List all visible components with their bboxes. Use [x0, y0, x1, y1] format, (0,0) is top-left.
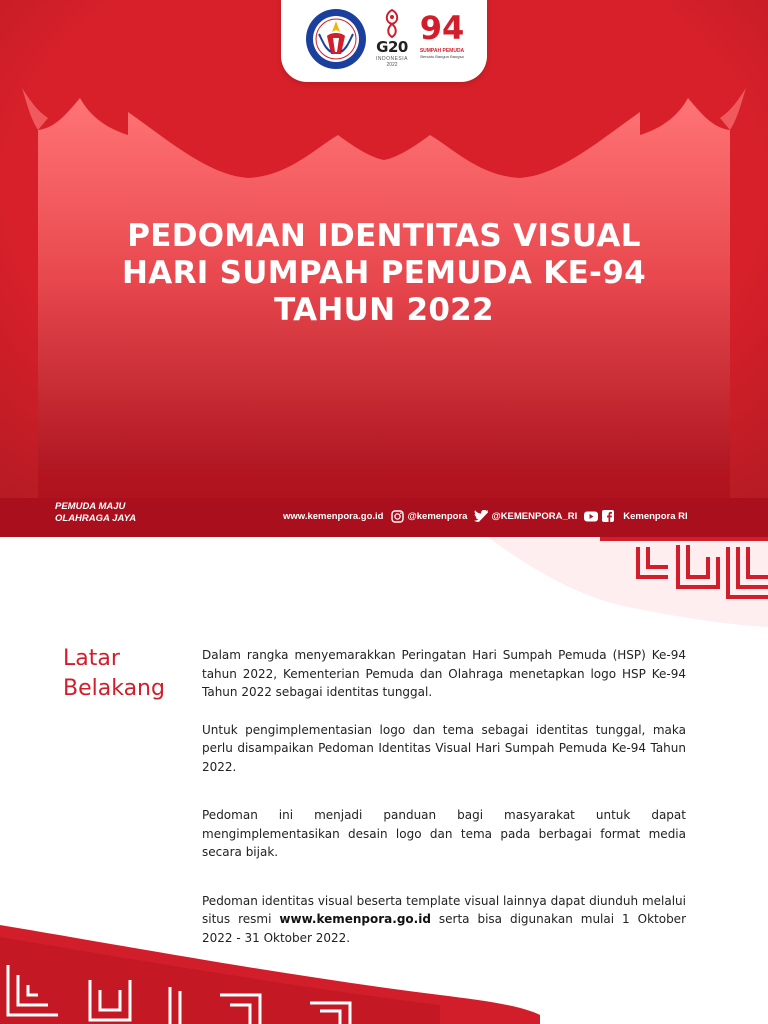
g20-year: 2022 — [386, 62, 398, 68]
title-line: PEDOMAN IDENTITAS VISUAL — [127, 218, 641, 254]
cover-title — [60, 218, 708, 329]
website-link[interactable]: www.kemenpora.go.id — [283, 510, 384, 522]
heading-line: Latar — [63, 646, 120, 671]
paragraph: Pedoman ini menjadi panduan bagi masyarakat untuk dapat mengimplementasikan desain logo dan tema pada berbagai format media secara bijak. — [202, 808, 686, 859]
paragraph-text: serta bisa digunakan mulai 1 Oktober 2022 - 31 Oktober 2022. — [202, 912, 686, 945]
instagram-icon — [390, 509, 404, 523]
heading-line: Belakang — [63, 676, 165, 701]
paragraph: Dalam rangka menyemarakkan Peringatan Hari Sumpah Pemuda (HSP) Ke-94 tahun 2022, Kementerian Pemuda dan Olahraga menetapkan logo HSP Ke-94 Tahun 2022 sebagai identitas tunggal. — [202, 648, 686, 699]
motto-line: PEMUDA MAJU — [55, 501, 126, 512]
hsp-tag: SUMPAH PEMUDA — [419, 48, 465, 54]
top-right-pattern — [488, 537, 768, 629]
g20-mark: G20 — [376, 38, 408, 56]
instagram-link[interactable]: @kemenpora — [407, 510, 468, 522]
g20-emblem — [381, 8, 403, 38]
kemenpora-seal-logo — [305, 8, 367, 70]
hsp-tagline: Bersatu Bangun Bangsa — [420, 54, 464, 59]
youtube-icon — [584, 509, 598, 523]
hsp-number: 94 — [419, 9, 465, 47]
twitter-link[interactable]: @KEMENPORA_RI — [491, 510, 578, 522]
section-body — [202, 646, 686, 947]
youtube-facebook-link[interactable]: Kemenpora RI — [623, 510, 688, 522]
motto-line: OLAHRAGA JAYA — [55, 513, 137, 524]
g20-logo — [373, 6, 411, 74]
section-heading — [63, 644, 165, 704]
facebook-icon — [601, 509, 615, 523]
paragraph-text: Pedoman identitas visual beserta template visual lainnya dapat diunduh melalui situs resmi — [202, 893, 686, 926]
title-line: HARI SUMPAH PEMUDA KE-94 — [122, 255, 646, 291]
g20-country: INDONESIA — [375, 56, 408, 62]
kemenpora-website-link[interactable]: www.kemenpora.go.id — [279, 912, 431, 926]
social-links — [283, 508, 688, 524]
motto — [55, 501, 136, 525]
hsp-94-logo — [417, 8, 467, 72]
title-line: TAHUN 2022 — [274, 292, 494, 328]
paragraph-download — [202, 892, 686, 948]
logo-panel — [281, 0, 487, 82]
twitter-icon — [474, 509, 488, 523]
paragraph: Untuk pengimplementasian logo dan tema sebagai identitas tunggal, maka perlu disampaikan Pedoman Identitas Visual Hari Sumpah Pemuda Ke-94 Tahun 2022. — [202, 722, 686, 774]
